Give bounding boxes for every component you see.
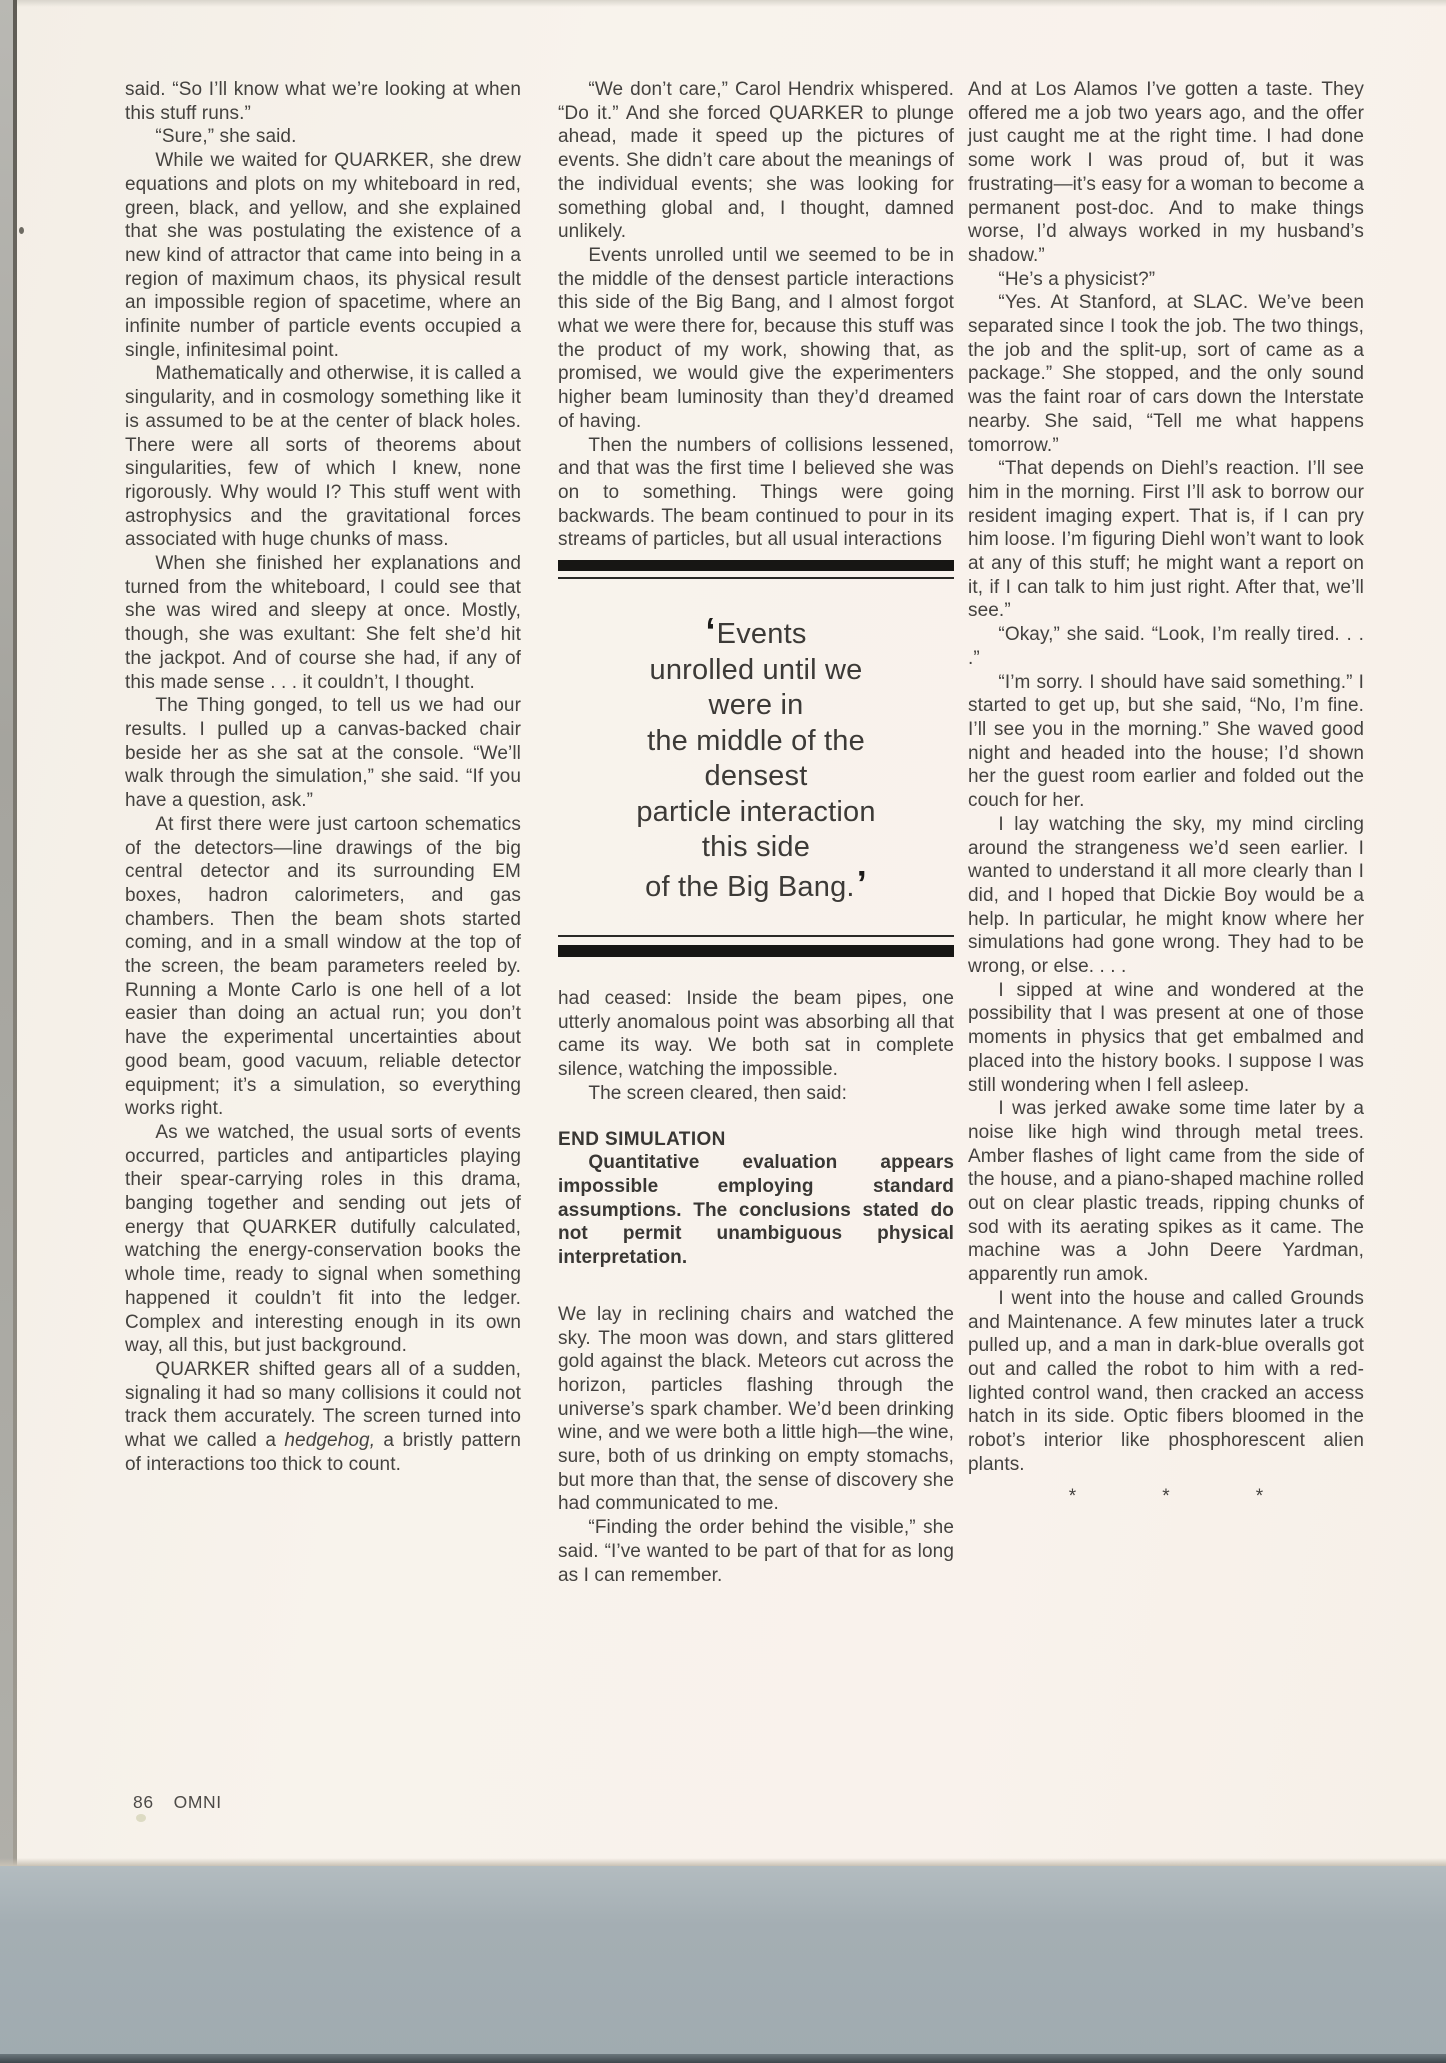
pull-quote-line: the middle of the	[647, 724, 865, 757]
page-number: 86	[133, 1792, 154, 1812]
paragraph: “That depends on Diehl’s reaction. I’ll see him in the morning. First I’ll ask to borrow our resident imaging expert. That is, if I can pry him loose. I’m figuring Diehl won’t want to look at any of this stuff; he might want a report on it, if I can talk to him just right. After that, we’ll see.”	[968, 458, 1364, 622]
page-bottom-shadow	[0, 1858, 1446, 1866]
margin-ink-dot	[19, 227, 24, 234]
paragraph: “I’m sorry. I should have said something.” I started to get up, but she said, “No, I’m fine. I’ll see you in the morning.” She waved good night and headed into the house; I’d shown her the guest room earlier and folded out the couch for her.	[968, 671, 1364, 812]
page-left-edge	[13, 0, 17, 1866]
paragraph: I was jerked awake some time later by a noise like high wind through metal trees. Amber flashes of light came from the side of the house, and a piano-shaped machine rolled out on clear plastic treads, ripping chunks of sod with its aerating spikes as it came. The machine was a John Deere Yardman, apparently run amok.	[968, 1098, 1364, 1286]
scanner-band-edge-line	[0, 2054, 1446, 2063]
paragraph: “Finding the order behind the visible,” she said. “I’ve wanted to be part of that for as long as I can remember.	[558, 1517, 954, 1586]
paragraph: “Sure,” she said.	[155, 126, 297, 148]
paragraph: And at Los Alamos I’ve gotten a taste. They offered me a job two years ago, and the offer just caught me at the right time. I had done some work I was proud of, but it was frustrating—it’s easy for a woman to become a permanent post-doc. And to make things worse, I’d always worked in my husband’s shadow.”	[968, 79, 1364, 266]
paragraph: I lay watching the sky, my mind circling around the strangeness we’d seen earlier. I wanted to understand it all more clearly than I did, and I hoped that Dickie Boy would be a help. In particular, he might know where her simulations had gone wrong. They had to be wrong, or else. . . .	[968, 813, 1364, 978]
scanner-background-band	[0, 1866, 1446, 2063]
italic-text: hedgehog,	[284, 1430, 376, 1452]
paragraph: The screen cleared, then said:	[588, 1082, 847, 1104]
pull-quote-line: were in	[708, 689, 804, 722]
pull-quote-line: unrolled until we	[649, 653, 863, 686]
section-break-asterisks	[968, 1485, 1364, 1509]
pull-quote-text	[558, 579, 954, 935]
paper-speck	[136, 1814, 146, 1822]
paragraph: While we waited for QUARKER, she drew equations and plots on my whiteboard in red, green, black, and yellow, and she explained that she was postulating the existence of a new kind of attractor that came into being in a region of maximum chaos, its physical result an impossible region of spacetime, where an infinite number of particle events occupied a single, infinitesimal point.	[125, 150, 521, 361]
text-column-middle	[558, 78, 954, 1587]
paragraph: As we watched, the usual sorts of events occurred, particles and antiparticles playing their spear-carrying roles in this drama, banging together and sending out jets of energy that QUARKER dutifully calculated, watching the energy-conservation books the whole time, ready to signal when something happened it couldn’t fit into the ledger. Complex and interesting enough in its own way, all this, but just background.	[125, 1121, 521, 1357]
paragraph: “He’s a physicist?”	[998, 268, 1156, 290]
paragraph: We lay in reclining chairs and watched the sky. The moon was down, and stars glittered gold against the black. Meteors cut across the horizon, particles flashing through the universe’s spark chamber. We’d been drinking wine, and we were both a little high—the wine, sure, both of us drinking on empty stomachs, but more than that, the sense of discovery she had communicated to me.	[558, 1303, 954, 1515]
paragraph: said. “So I’ll know what we’re looking at when this stuff runs.”	[125, 79, 521, 124]
open-quote-ornament: ‘	[705, 610, 716, 652]
text-column-right	[968, 78, 1364, 1509]
paragraph: When she finished her explanations and turned from the whiteboard, I could see that she was wired and sleepy at once. Mostly, though, she was exultant: She felt she’d hit the jackpot. And of course she had, if any of this made sense . . . it couldn’t, I thought.	[125, 553, 521, 693]
paragraph: I sipped at wine and wondered at the possibility that I was present at one of those moments in physics that get embalmed and placed into the history books. I suppose I was still wondering when I fell asleep.	[968, 979, 1364, 1096]
pull-quote-line: this side	[701, 831, 811, 864]
pull-quote-line: particle interaction	[636, 795, 876, 828]
divider-rule-thin	[558, 935, 954, 937]
pull-quote-bottom-rules	[558, 935, 954, 957]
asterisk: *	[1162, 1486, 1170, 1508]
page-footer	[133, 1792, 222, 1813]
asterisk: *	[1255, 1486, 1264, 1508]
magazine-name: OMNI	[173, 1792, 222, 1812]
divider-rule-thick	[558, 560, 954, 571]
paragraph: had ceased: Inside the beam pipes, one utterly anomalous point was absorbing all that came its way. We both sat in complete silence, watching the impossible.	[558, 988, 954, 1081]
paragraph: I went into the house and called Grounds and Maintenance. A few minutes later a truck pulled up, and a man in dark-blue overalls got out and called the robot to him with a red-lighted control wand, then cracked an access hatch in its side. Optic fibers bloomed in the robot’s interior like phosphorescent alien plants.	[968, 1287, 1364, 1475]
paragraph	[125, 1358, 521, 1477]
pull-quote-line: densest	[704, 760, 808, 793]
pull-quote	[558, 560, 954, 957]
paragraph: Mathematically and otherwise, it is called a singularity, and in cosmology something like it is assumed to be at the center of black holes. There were all sorts of theorems about singularities, few of which I knew, none rigorously. Why would I? This stuff went with astrophysics and the gravitational forces associated with huge chunks of mass.	[125, 363, 521, 551]
close-quote-ornament: ’	[856, 862, 867, 904]
paragraph: The Thing gonged, to tell us we had our results. I pulled up a canvas-backed chair beside her as she sat at the console. “We’ll walk through the simulation,” she said. “If you have a question, ask.”	[125, 695, 521, 812]
asterisk: *	[1068, 1486, 1077, 1508]
page-top-edge	[17, 0, 1446, 7]
text-column-left	[125, 78, 521, 1476]
paragraph: At first there were just cartoon schematics of the detectors—line drawings of the big central detector and its surrounding EM boxes, hadron calorimeters, and gas chambers. Then the beam shots started coming, and in a small window at the top of the screen, the beam parameters reeled by. Running a Monte Carlo is one hell of a lot easier than doing an actual run; you don’t have the experimental uncertainties about good beam, good vacuum, reliable detector equipment; it’s a simulation, so everything works right.	[125, 813, 521, 1120]
paragraph: “Okay,” she said. “Look, I’m really tired. . . .”	[968, 624, 1364, 669]
divider-rule-thick	[558, 945, 954, 957]
scanner-edge-strip	[0, 0, 13, 1866]
text-segment: QUARKER shifted gears all of a sudden, signaling it had so many collisions it could not track them accurately. The screen turned into what we called a	[125, 1358, 521, 1452]
text-column-right-body	[968, 78, 1364, 1476]
paragraph: Events unrolled until we seemed to be in the middle of the densest particle interactions this side of the Big Bang, and I almost forgot what we were there for, because this stuff was the product of my work, showing that, as promised, we would give the experimenters higher beam luminosity than they’d dreamed of having.	[558, 244, 954, 432]
paragraph: Quantitative evaluation appears impossible employing standard assumptions. The conclusions stated do not permit unambiguous physical interpretation.	[558, 1152, 954, 1269]
pull-quote-top-rules	[558, 560, 954, 579]
pull-quote-line: ‘Events	[705, 610, 807, 652]
paragraph: Then the numbers of collisions lessened, and that was the first time I believed she was on to something. Things were going backwards. The beam continued to pour in its streams of particles, but all usual interactions	[558, 434, 954, 551]
section-heading: END SIMULATION	[558, 1128, 726, 1150]
paragraph: “Yes. At Stanford, at SLAC. We’ve been separated since I took the job. The two things, the job and the split-up, sort of came as a package.” She stopped, and the only sound was the faint roar of cars down the Interstate nearby. She said, “Tell me what happens tomorrow.”	[968, 292, 1364, 456]
text-segment: a bristly pattern of interactions too thick to count.	[125, 1430, 521, 1475]
pull-quote-line: of the Big Bang.’	[645, 862, 867, 904]
text-column-middle-top	[558, 78, 954, 552]
text-column-middle-bottom	[558, 987, 954, 1587]
paragraph: “We don’t care,” Carol Hendrix whispered. “Do it.” And she forced QUARKER to plunge ahead, made it speed up the pictures of events. She didn’t care about the meanings of the individual events; she was looking for something global and, I thought, damned unlikely.	[558, 79, 954, 243]
